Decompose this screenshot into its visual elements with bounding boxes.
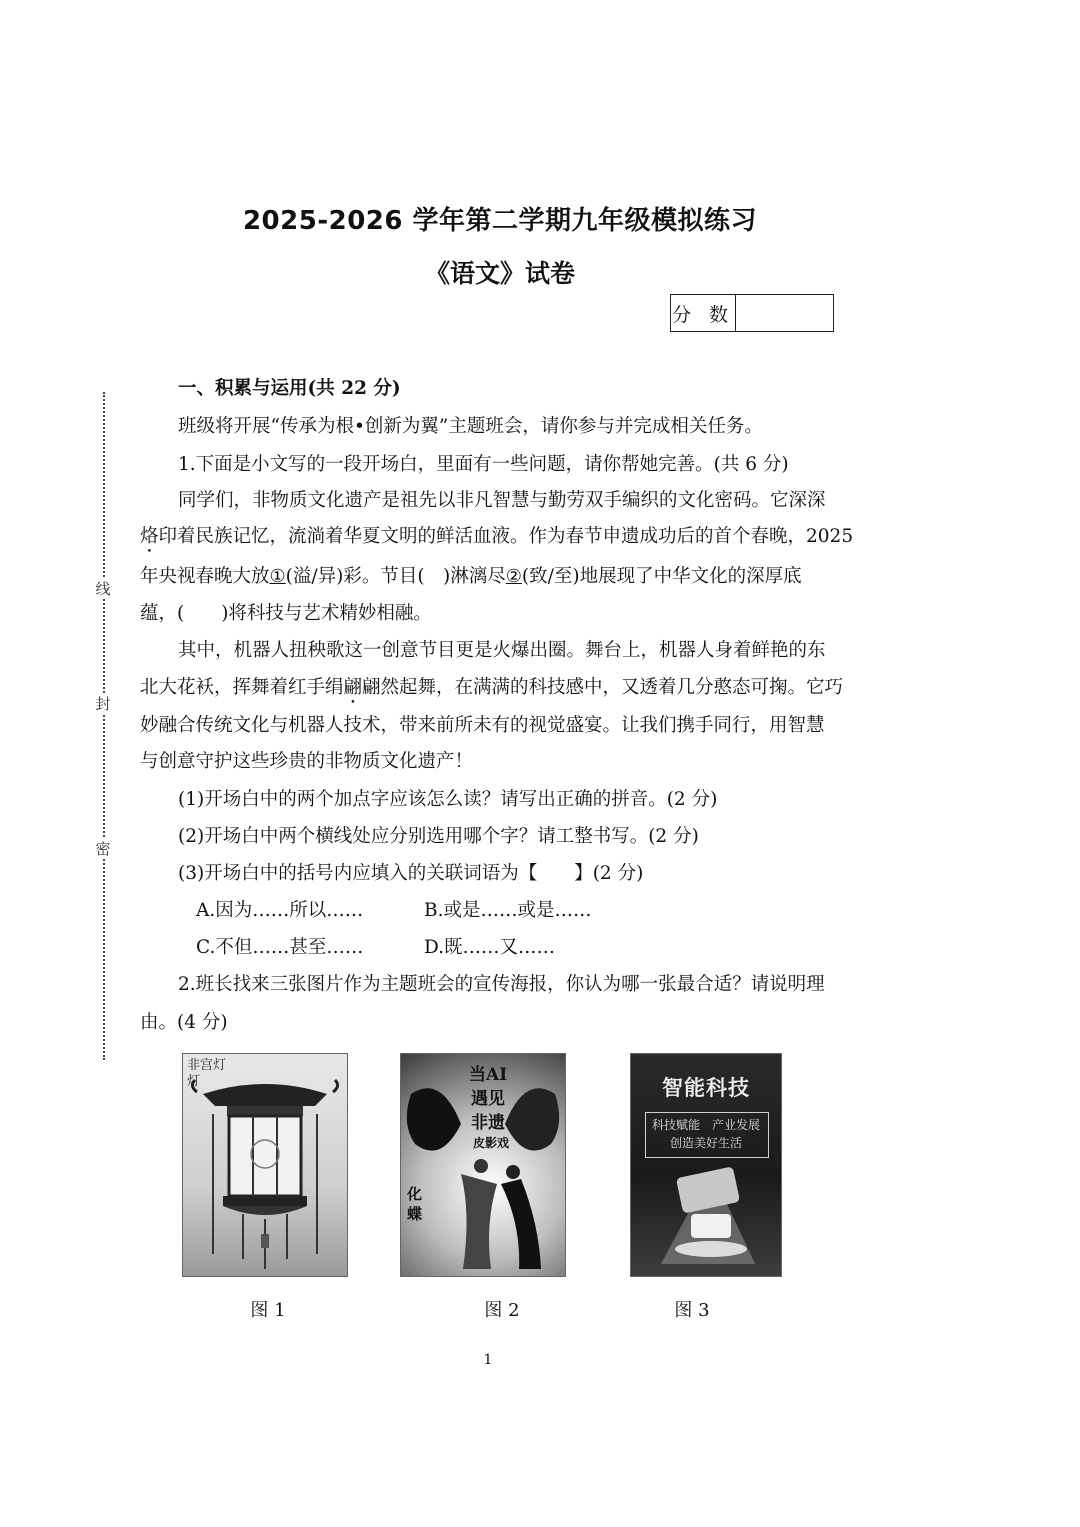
figure-2-poster — [400, 1053, 566, 1277]
dotted-char: 烙 — [140, 526, 159, 547]
passage-p1-line1: 同学们，非物质文化遗产是祖先以非凡智慧与勤劳双手编织的文化密码。它深深 — [178, 490, 826, 511]
score-box — [670, 294, 834, 332]
passage-p1-line3 — [140, 563, 840, 591]
binding-dotted-line — [103, 392, 105, 1060]
poster-3-title: 智能科技 — [662, 1076, 750, 1100]
tech-device-illustration — [631, 1054, 781, 1276]
poster-2-line1: 当AI — [469, 1065, 508, 1085]
poster-2-line4: 皮影戏 — [473, 1136, 510, 1150]
passage-text: 北大花袄，挥舞着红手绢 — [140, 677, 344, 698]
passage-text: 年央视春晚大放 — [140, 566, 270, 587]
option-a: A.因为……所以…… — [196, 900, 364, 921]
binding-char-mi: 密 — [92, 838, 114, 859]
question-2-stem-line1: 2.班长找来三张图片作为主题班会的宣传海报，你认为哪一张最合适？请说明理 — [178, 974, 825, 995]
poster-3-subtitle-1: 科技赋能 产业发展 — [651, 1118, 760, 1132]
section-heading: 一、积累与运用(共 22 分) — [178, 378, 401, 399]
binding-char-xian: 线 — [92, 578, 114, 599]
score-field[interactable] — [736, 295, 833, 331]
dotted-char: 翩 — [343, 677, 363, 698]
passage-p2-line4: 与创意守护这些珍贵的非物质文化遗产！ — [140, 751, 474, 772]
poster-2-line3: 非遗 — [471, 1113, 505, 1133]
sub-question-3: (3)开场白中的括号内应填入的关联词语为【 】(2 分) — [178, 863, 644, 884]
figure-1-caption: 图 1 — [250, 1300, 286, 1321]
poster-1-title: 非宫灯灯 — [187, 1058, 227, 1089]
option-d: D.既……又…… — [424, 937, 556, 958]
exam-title: 2025-2026 学年第二学期九年级模拟练习 — [242, 206, 758, 236]
page-number: 1 — [483, 1352, 493, 1368]
lantern-illustration — [183, 1054, 347, 1276]
exam-subtitle: 《语文》试卷 — [424, 259, 575, 288]
figure-1-poster — [182, 1053, 348, 1277]
figure-3-caption: 图 3 — [674, 1300, 710, 1321]
figure-2-caption: 图 2 — [484, 1300, 520, 1321]
section-intro: 班级将开展“传承为根•创新为翼”主题班会，请你参与并完成相关任务。 — [178, 416, 763, 437]
blank-marker-2: ② — [505, 566, 522, 587]
blank-marker-1: ① — [269, 566, 286, 587]
passage-text: 翩然起舞，在满满的科技感中，又透着几分憨态可掬。它巧 — [362, 677, 844, 698]
poster-2-line2: 遇见 — [471, 1089, 505, 1109]
passage-p2-line3: 妙融合传统文化与机器人技术，带来前所未有的视觉盛宴。让我们携手同行，用智慧 — [140, 715, 825, 736]
passage-text: (溢/异)彩。节目( )淋漓尽 — [285, 566, 506, 587]
passage-p1-line2 — [140, 523, 854, 557]
poster-3-subtitle-2: 创造美好生活 — [669, 1136, 742, 1150]
poster-2-line5: 化蝶 — [407, 1185, 423, 1223]
passage-text: (致/至)地展现了中华文化的深厚底 — [521, 566, 802, 587]
sub-question-1: (1)开场白中的两个加点字应该怎么读？请写出正确的拼音。(2 分) — [178, 789, 718, 810]
option-b: B.或是……或是…… — [424, 900, 592, 921]
passage-p2-line1: 其中，机器人扭秧歌这一创意节目更是火爆出圈。舞台上，机器人身着鲜艳的东 — [178, 640, 826, 661]
passage-p2-line2 — [140, 674, 844, 708]
passage-text: 印着民族记忆，流淌着华夏文明的鲜活血液。作为春节申遗成功后的首个春晚，2025 — [158, 526, 854, 547]
sub-question-2: (2)开场白中两个横线处应分别选用哪个字？请工整书写。(2 分) — [178, 826, 699, 847]
question-1-stem: 1.下面是小文写的一段开场白，里面有一些问题，请你帮她完善。(共 6 分) — [178, 454, 789, 475]
score-label: 分 数 — [671, 295, 736, 331]
figure-3-poster — [630, 1053, 782, 1277]
passage-p1-line4: 蕴，( )将科技与艺术精妙相融。 — [140, 603, 432, 624]
binding-char-feng: 封 — [92, 693, 114, 714]
option-c: C.不但……甚至…… — [196, 937, 364, 958]
question-2-stem-line2: 由。(4 分) — [140, 1012, 228, 1033]
